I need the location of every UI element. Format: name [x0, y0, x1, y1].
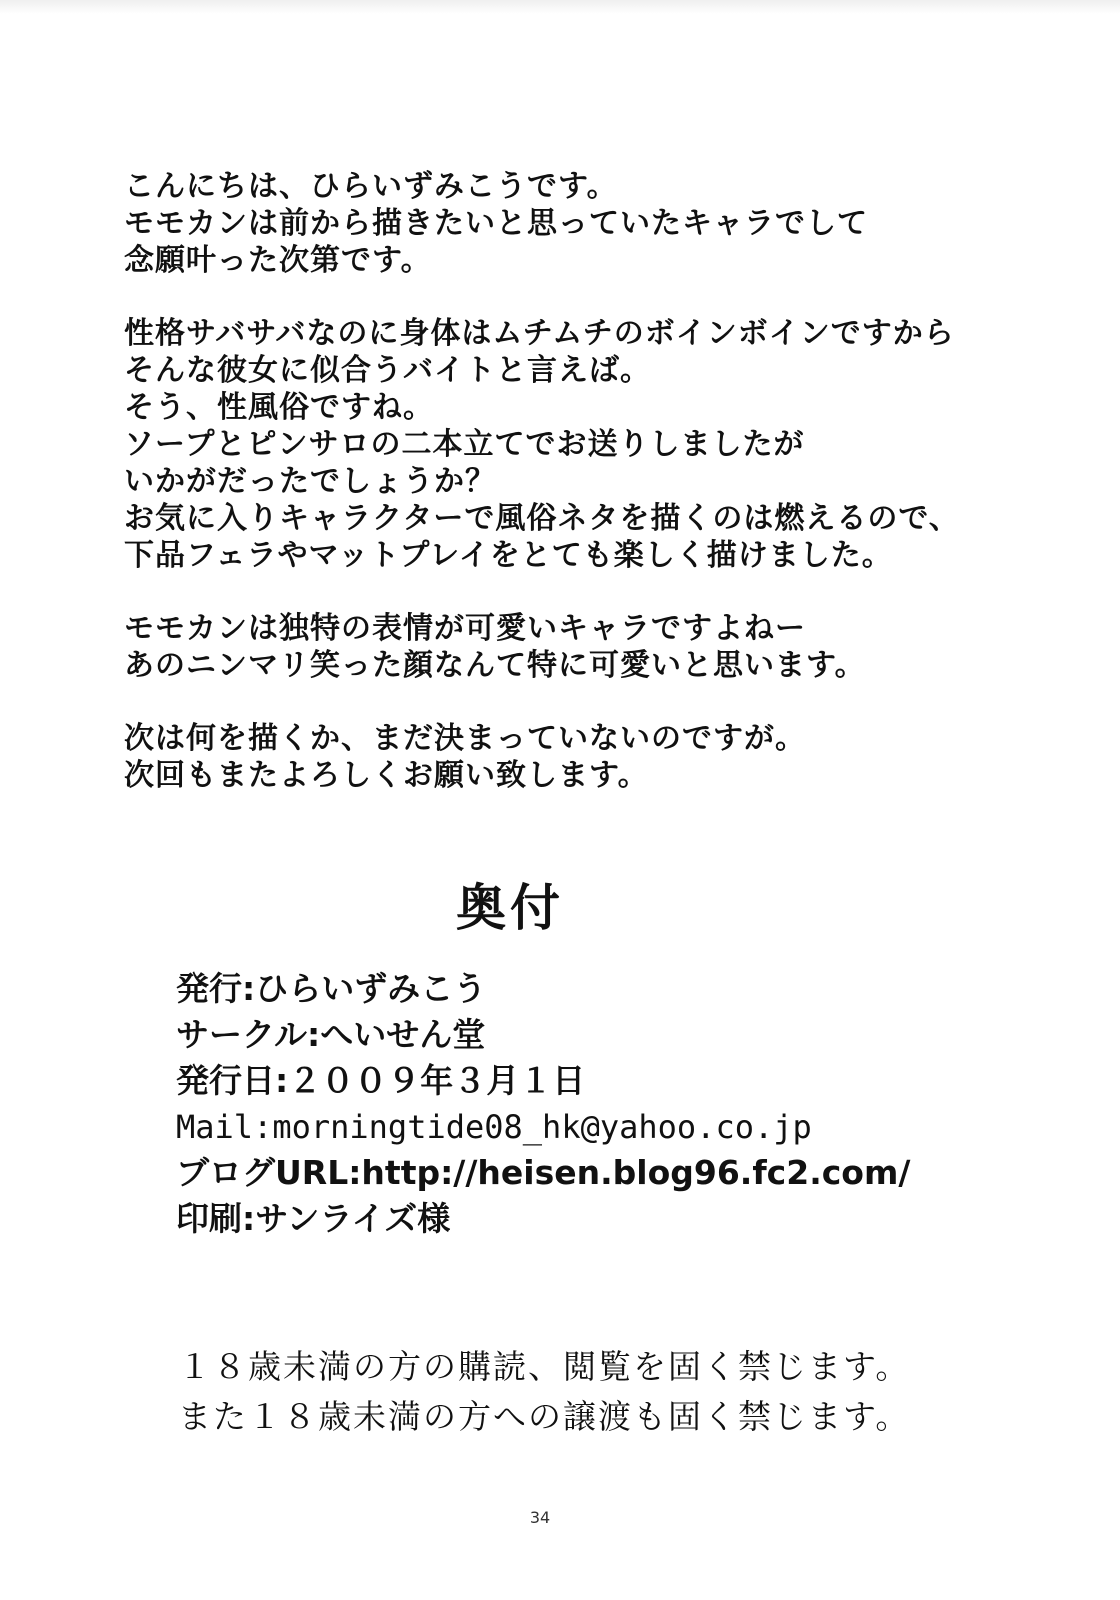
afterword-line: あのニンマリ笑った顔なんて特に可愛いと思います。 — [124, 648, 866, 683]
afterword-line: モモカンは前から描きたいと思っていたキャラでして — [124, 206, 868, 241]
notice-line: また１８歳未満の方への譲渡も固く禁じます。 — [178, 1397, 911, 1436]
afterword-line: そう、性風俗ですね。 — [124, 390, 434, 425]
afterword-line: 次は何を描くか、まだ決まっていないのですが。 — [124, 721, 806, 756]
colophon-mail: Mail:morningtide08_hk@yahoo.co.jp — [176, 1108, 812, 1146]
colophon-printer: 印刷:サンライズ様 — [176, 1199, 451, 1238]
afterword-paragraph — [124, 720, 1024, 794]
afterword-line: ソープとピンサロの二本立てでお送りしましたが — [124, 427, 805, 462]
afterword-line: 性格サバサバなのに身体はムチムチのボインボインですから — [124, 316, 955, 351]
page-number: 34 — [529, 1508, 551, 1527]
colophon-title: 奥付 — [456, 879, 564, 937]
afterword-line: 次回もまたよろしくお願い致します。 — [124, 758, 649, 793]
afterword-line: 念願叶った次第です。 — [124, 243, 432, 278]
age-restriction-notice — [178, 1342, 1058, 1442]
afterword-line: いかがだったでしょうか？ — [124, 464, 496, 499]
afterword-paragraph — [124, 168, 1024, 279]
colophon-publisher: 発行:ひらいずみこう — [176, 969, 487, 1008]
afterword-paragraph — [124, 610, 1024, 684]
afterword-paragraph — [124, 315, 1024, 574]
colophon-circle: サークル:へいせん堂 — [176, 1015, 486, 1054]
colophon — [176, 966, 1036, 1242]
notice-line: １８歳未満の方の購読、閲覧を固く禁じます。 — [178, 1347, 911, 1386]
afterword-line: 下品フェラやマットプレイをとても楽しく描けました。 — [124, 538, 893, 573]
afterword-line: そんな彼女に似合うバイトと言えば。 — [124, 353, 651, 388]
afterword-line: こんにちは、ひらいずみこうです。 — [124, 169, 618, 204]
scan-edge — [0, 0, 1120, 14]
colophon-blog: ブログURL:http://heisen.blog96.fc2.com/ — [176, 1153, 911, 1192]
afterword-line: お気に入りキャラクターで風俗ネタを描くのは燃えるので、 — [124, 501, 960, 536]
afterword — [124, 168, 1024, 830]
afterword-line: モモカンは独特の表情が可愛いキャラですよねー — [124, 611, 806, 646]
colophon-date: 発行日:２００９年３月１日 — [176, 1061, 586, 1100]
